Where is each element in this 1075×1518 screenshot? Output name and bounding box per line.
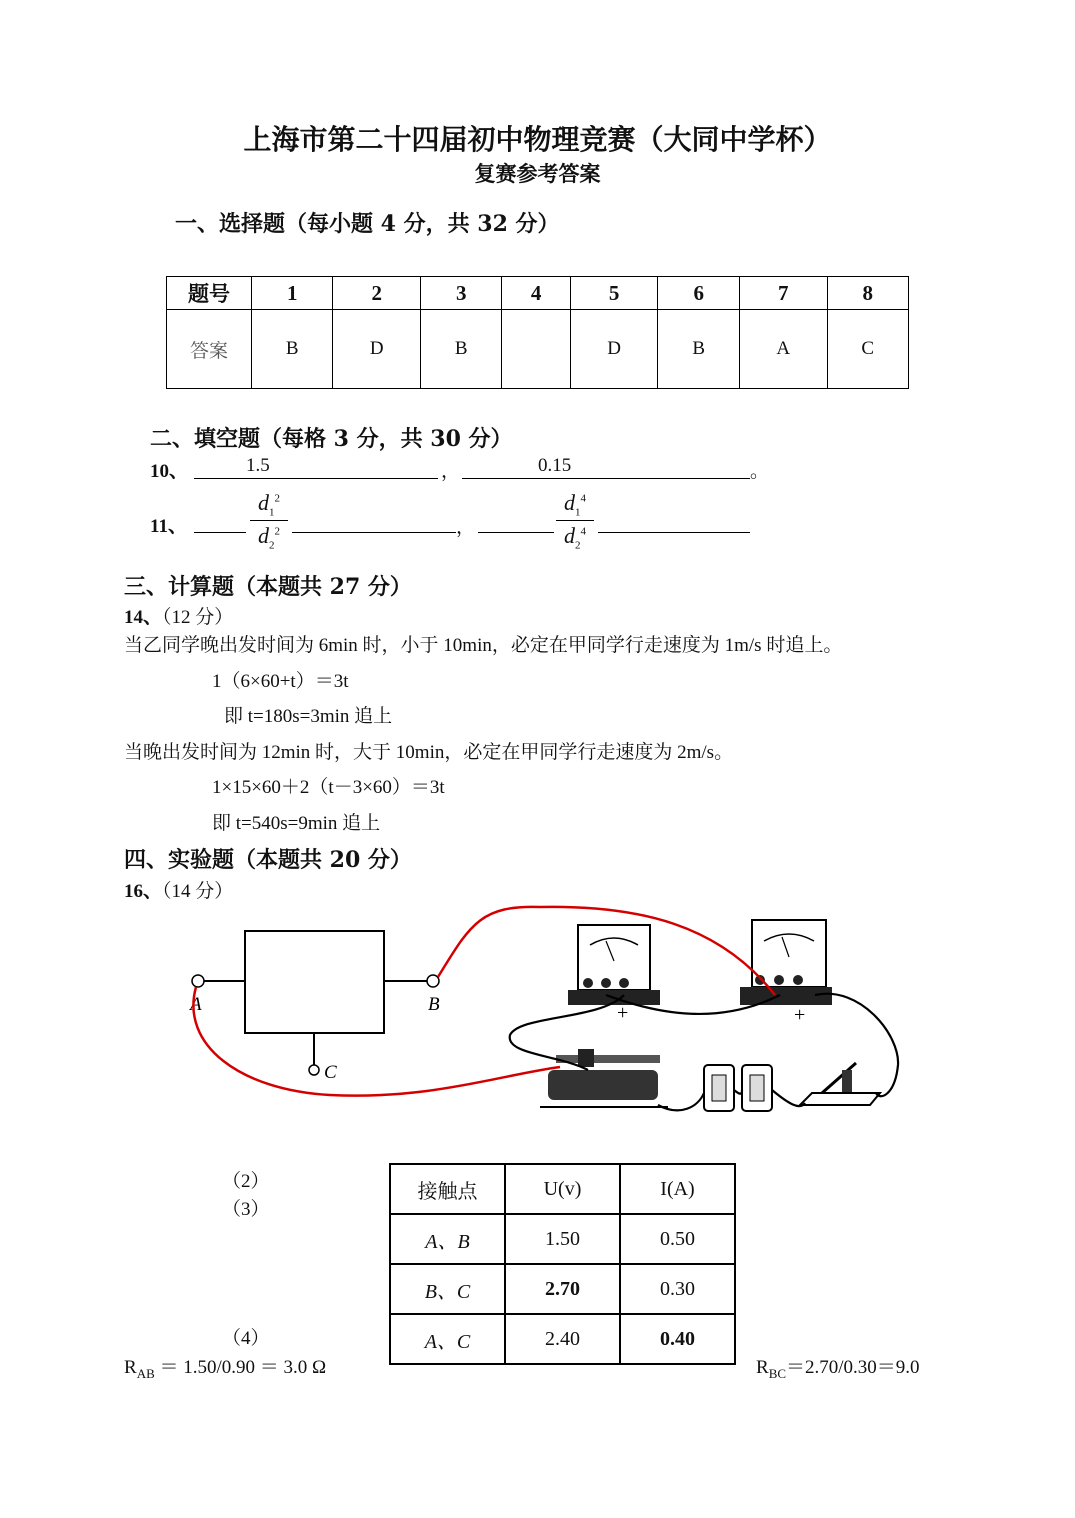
choice-answer-table <box>166 276 909 389</box>
column-header: I(A) <box>620 1164 735 1214</box>
page-subtitle: 复赛参考答案 <box>474 161 601 186</box>
q11-fraction2: $d_1^4$ $d_2^4$ <box>556 490 594 552</box>
table-row <box>390 1164 735 1214</box>
q10-blank2-line <box>462 478 750 479</box>
table-row <box>390 1264 735 1314</box>
section4-heading: 四、实验题（本题共 20 分） <box>124 847 412 873</box>
section2-heading: 二、填空题（每格 3 分，共 30 分） <box>150 426 513 452</box>
q10-answer1: 1.5 <box>246 455 270 476</box>
question-number: 3 <box>421 277 502 310</box>
q14-result1: 即 t=180s=3min 追上 <box>224 706 393 727</box>
contact-point-cell: A、C <box>390 1314 505 1364</box>
resistance-bc: $R_{BC}=2.70/0.30=9.0$ <box>756 1357 920 1381</box>
voltage-cell: 1.50 <box>505 1214 620 1264</box>
row-label-number: 题号 <box>167 277 252 310</box>
q11-fraction1: $d_1^2$ $d_2^2$ <box>250 490 288 552</box>
question-number: 1 <box>252 277 333 310</box>
q10-answer2: 0.15 <box>538 455 572 476</box>
voltage-cell: 2.70 <box>505 1264 620 1314</box>
answer-cell: C <box>827 310 908 389</box>
answer-cell: A <box>739 310 827 389</box>
q14-line2: 当晚出发时间为 12min 时，大于 10min，必定在甲同学行走速度为 2m/s。 <box>124 742 734 763</box>
column-header: U(v) <box>505 1164 620 1214</box>
current-cell: 0.50 <box>620 1214 735 1264</box>
part3-label: （3） <box>222 1199 270 1220</box>
q11-label: 11、 <box>150 516 187 537</box>
answer-cell: B <box>421 310 502 389</box>
answer-cell <box>502 310 570 389</box>
label-b: B <box>428 994 440 1015</box>
terminal-c <box>309 1065 319 1075</box>
terminal-b <box>427 975 439 987</box>
q14-equation1: 1（6×60+t）＝3t <box>212 671 349 692</box>
label-c: C <box>324 1062 337 1083</box>
red-wire-a <box>193 987 560 1096</box>
section3-heading: 三、计算题（本题共 27 分） <box>124 574 412 600</box>
part2-label: （2） <box>222 1171 270 1192</box>
q11-blank1-right <box>292 532 456 533</box>
section1-heading: 一、选择题（每小题 4 分，共 32 分） <box>175 211 560 237</box>
table-row <box>390 1214 735 1264</box>
q14-result2: 即 t=540s=9min 追上 <box>212 813 381 834</box>
row-label-answer: 答案 <box>167 310 252 389</box>
table-row <box>167 310 909 389</box>
rheostat-icon <box>540 1049 668 1107</box>
question-number: 4 <box>502 277 570 310</box>
column-header: 接触点 <box>390 1164 505 1214</box>
current-cell: 0.30 <box>620 1264 735 1314</box>
ammeter-plus: + <box>794 1004 806 1026</box>
ammeter-icon <box>740 920 832 1005</box>
q11-separator: ， <box>456 517 476 538</box>
question-number: 5 <box>570 277 658 310</box>
q11-blank2-left <box>478 532 554 533</box>
experiment-data-table <box>389 1163 736 1365</box>
label-a: A <box>190 994 202 1015</box>
voltage-cell: 2.40 <box>505 1314 620 1364</box>
q10-label: 10、 <box>150 461 189 482</box>
voltmeter-icon <box>568 925 660 1005</box>
part4-label: （4） <box>222 1328 270 1349</box>
q10-blank1-line <box>194 478 438 479</box>
current-cell: 0.40 <box>620 1314 735 1364</box>
q10-separator: ， <box>441 461 461 482</box>
switch-icon <box>800 1063 880 1105</box>
q11-blank1-left <box>194 532 246 533</box>
answer-cell: D <box>333 310 421 389</box>
question-number: 8 <box>827 277 908 310</box>
resistance-ab: $R_{AB} = 1.50/0.90 = 3.0$ Ω <box>124 1357 327 1381</box>
q16-header: 16、（14 分） <box>124 881 234 902</box>
circuit-diagram <box>0 895 1075 1130</box>
battery-icon <box>704 1065 772 1111</box>
contact-point-cell: B、C <box>390 1264 505 1314</box>
q14-line1: 当乙同学晚出发时间为 6min 时，小于 10min，必定在甲同学行走速度为 1m/s 时追上。 <box>124 635 843 656</box>
contact-point-cell: A、B <box>390 1214 505 1264</box>
question-number: 2 <box>333 277 421 310</box>
q10-end: 。 <box>750 461 770 482</box>
table-row <box>167 277 909 310</box>
question-number: 6 <box>658 277 739 310</box>
terminal-a <box>192 975 204 987</box>
answer-cell: D <box>570 310 658 389</box>
question-number: 7 <box>739 277 827 310</box>
q11-blank2-right <box>598 532 750 533</box>
answer-cell: B <box>252 310 333 389</box>
table-row <box>390 1314 735 1364</box>
answer-cell: B <box>658 310 739 389</box>
voltmeter-plus: + <box>617 1002 629 1024</box>
black-box <box>245 931 384 1033</box>
page-title: 上海市第二十四届初中物理竞赛（大同中学杯） <box>243 123 832 156</box>
q14-header: 14、（12 分） <box>124 607 234 628</box>
q14-equation2: 1×15×60＋2（t－3×60）＝3t <box>212 777 445 798</box>
